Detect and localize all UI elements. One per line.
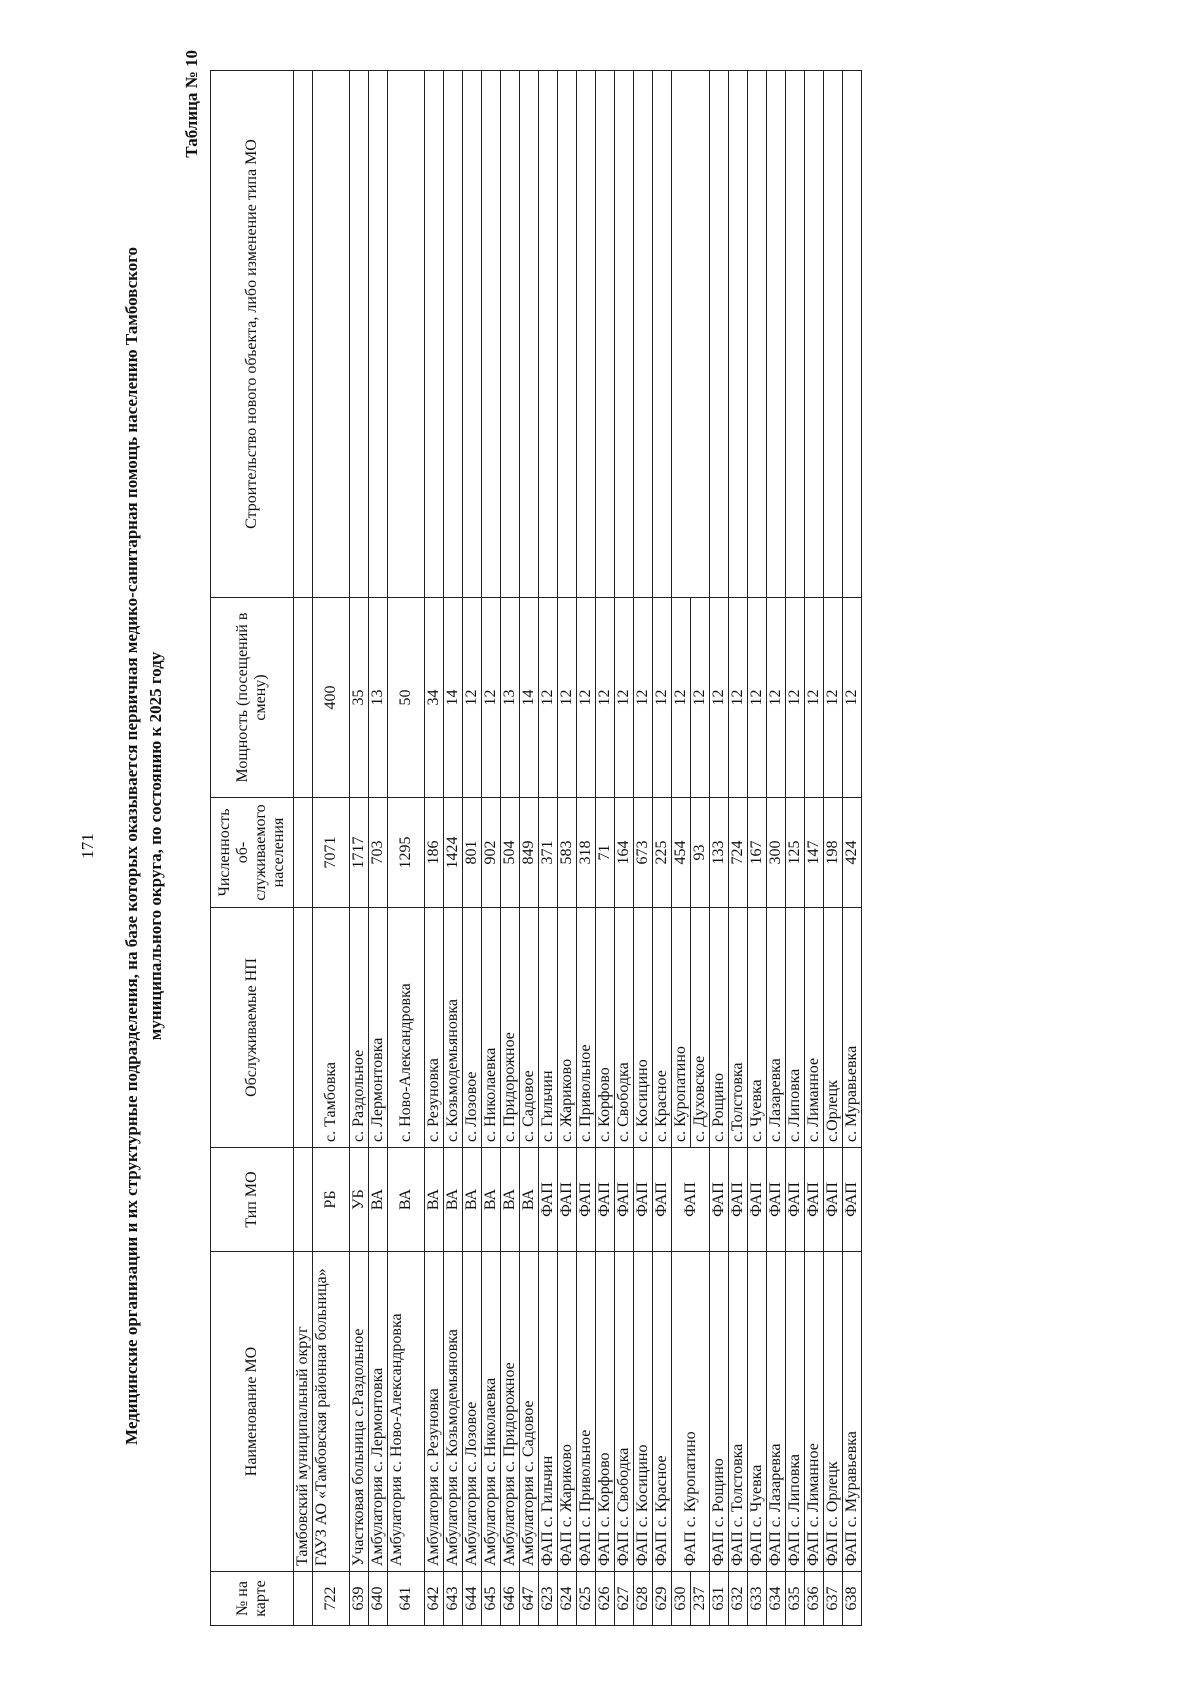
capacity-cell: 12: [748, 598, 767, 798]
construction-cell: [482, 71, 501, 598]
table-cell: [294, 798, 313, 908]
population-cell: 125: [786, 798, 805, 908]
map-number-cell: 642: [425, 1572, 444, 1626]
population-cell: 7071: [313, 798, 350, 908]
capacity-cell: 13: [369, 598, 388, 798]
settlement-cell: с. Привольное: [577, 908, 596, 1148]
table-cell: [294, 598, 313, 798]
population-cell: 300: [767, 798, 786, 908]
construction-cell: [388, 71, 425, 598]
map-number-cell: 623: [539, 1572, 558, 1626]
settlement-cell: с.Толстовка: [729, 908, 748, 1148]
construction-cell: [558, 71, 577, 598]
table-row: [388, 71, 425, 1626]
population-cell: 318: [577, 798, 596, 908]
construction-cell: [710, 71, 729, 598]
capacity-cell: 12: [786, 598, 805, 798]
mo-type-cell: ВА: [444, 1148, 463, 1252]
settlement-cell: с. Лозовое: [463, 908, 482, 1148]
mo-type-cell: РБ: [313, 1148, 350, 1252]
population-cell: 849: [520, 798, 539, 908]
table-cell: [294, 71, 313, 598]
construction-cell: [444, 71, 463, 598]
settlement-cell: с. Лиманное: [805, 908, 824, 1148]
header-capacity: Мощность (посещений в смену): [211, 598, 294, 798]
mo-type-cell: ВА: [463, 1148, 482, 1252]
mo-name-cell: Амбулатория с. Придорожное: [501, 1252, 520, 1572]
population-cell: 225: [653, 798, 672, 908]
mo-name-cell: ФАП с. Рощино: [710, 1252, 729, 1572]
population-cell: 724: [729, 798, 748, 908]
mo-type-cell: ФАП: [672, 1148, 710, 1252]
capacity-cell: 14: [444, 598, 463, 798]
table-row: [672, 71, 691, 1626]
construction-cell: [748, 71, 767, 598]
population-cell: 1295: [388, 798, 425, 908]
settlement-cell: с.Орлецк: [824, 908, 843, 1148]
mo-name-cell: Амбулатория с. Лозовое: [463, 1252, 482, 1572]
population-cell: 801: [463, 798, 482, 908]
map-number-cell: 639: [350, 1572, 369, 1626]
mo-type-cell: ФАП: [805, 1148, 824, 1252]
capacity-cell: 12: [729, 598, 748, 798]
settlement-cell: с. Муравьевка: [843, 908, 862, 1148]
mo-name-cell: ФАП с. Орлецк: [824, 1252, 843, 1572]
table-row: [710, 71, 729, 1626]
table-row: [520, 71, 539, 1626]
table-row: [425, 71, 444, 1626]
construction-cell: [539, 71, 558, 598]
table-row: [313, 71, 350, 1626]
map-number-cell: 636: [805, 1572, 824, 1626]
mo-name-cell: ФАП с. Лазаревка: [767, 1252, 786, 1572]
settlement-cell: с. Придорожное: [501, 908, 520, 1148]
settlement-cell: с. Садовое: [520, 908, 539, 1148]
title-line-1: Медицинские организации и их структурные подразделения, на базе которых оказывается первичная медико-санитарная помощь населению Тамбовского: [122, 247, 141, 1445]
mo-type-cell: ВА: [388, 1148, 425, 1252]
mo-type-cell: ФАП: [596, 1148, 615, 1252]
table-row: [824, 71, 843, 1626]
mo-type-cell: ФАП: [710, 1148, 729, 1252]
map-number-cell: 638: [843, 1572, 862, 1626]
population-cell: 198: [824, 798, 843, 908]
page-number: 171: [78, 833, 97, 859]
capacity-cell: 12: [691, 598, 710, 798]
capacity-cell: 12: [615, 598, 634, 798]
settlement-cell: с. Раздольное: [350, 908, 369, 1148]
header-served-settlements: Обслуживаемые НП: [211, 908, 294, 1148]
construction-cell: [501, 71, 520, 598]
table-row: [805, 71, 824, 1626]
construction-cell: [729, 71, 748, 598]
mo-name-cell: ФАП с. Куропатино: [672, 1252, 710, 1572]
construction-cell: [350, 71, 369, 598]
mo-type-cell: ФАП: [729, 1148, 748, 1252]
construction-cell: [767, 71, 786, 598]
mo-name-cell: ФАП с. Привольное: [577, 1252, 596, 1572]
construction-cell: [313, 71, 350, 598]
construction-cell: [672, 71, 710, 598]
population-cell: 1717: [350, 798, 369, 908]
map-number-cell: 626: [596, 1572, 615, 1626]
capacity-cell: 12: [596, 598, 615, 798]
header-map-number: № на карте: [211, 1572, 294, 1626]
map-number-cell: 644: [463, 1572, 482, 1626]
mo-name-cell: Амбулатория с. Резуновка: [425, 1252, 444, 1572]
table-row: [596, 71, 615, 1626]
mo-name-cell: Амбулатория с. Лермонтовка: [369, 1252, 388, 1572]
settlement-cell: с. Чуевка: [748, 908, 767, 1148]
map-number-cell: 637: [824, 1572, 843, 1626]
mo-type-cell: ФАП: [843, 1148, 862, 1252]
map-number-cell: 625: [577, 1572, 596, 1626]
population-cell: 164: [615, 798, 634, 908]
population-cell: 703: [369, 798, 388, 908]
settlement-cell: с. Лермонтовка: [369, 908, 388, 1148]
table-row: [501, 71, 520, 1626]
map-number-cell: 627: [615, 1572, 634, 1626]
construction-cell: [786, 71, 805, 598]
population-cell: 583: [558, 798, 577, 908]
header-population: Численность об-служиваемого населения: [211, 798, 294, 908]
map-number-cell: 641: [388, 1572, 425, 1626]
mo-name-cell: Амбулатория с. Ново-Александровка: [388, 1252, 425, 1572]
map-number-cell: 634: [767, 1572, 786, 1626]
table-cell: [294, 908, 313, 1148]
header-mo-name: Наименование МО: [211, 1252, 294, 1572]
capacity-cell: 14: [520, 598, 539, 798]
population-cell: 424: [843, 798, 862, 908]
settlement-cell: с. Липовка: [786, 908, 805, 1148]
capacity-cell: 12: [653, 598, 672, 798]
mo-name-cell: ФАП с. Липовка: [786, 1252, 805, 1572]
table-container: [210, 70, 862, 1626]
mo-name-cell: ФАП с. Корфово: [596, 1252, 615, 1572]
settlement-cell: с. Корфово: [596, 908, 615, 1148]
facilities-table: [210, 70, 862, 1626]
mo-type-cell: ФАП: [748, 1148, 767, 1252]
table-row: [786, 71, 805, 1626]
construction-cell: [596, 71, 615, 598]
population-cell: 93: [691, 798, 710, 908]
mo-name-cell: ФАП с. Свободка: [615, 1252, 634, 1572]
map-number-cell: 640: [369, 1572, 388, 1626]
map-number-cell: 645: [482, 1572, 501, 1626]
construction-cell: [653, 71, 672, 598]
mo-name-cell: Амбулатория с. Николаевка: [482, 1252, 501, 1572]
settlement-cell: с. Куропатино: [672, 908, 691, 1148]
mo-type-cell: ФАП: [634, 1148, 653, 1252]
table-row: [653, 71, 672, 1626]
map-number-cell: 631: [710, 1572, 729, 1626]
capacity-cell: 12: [482, 598, 501, 798]
group-label: Тамбовский муниципальный округ: [294, 1252, 313, 1572]
capacity-cell: 12: [672, 598, 691, 798]
capacity-cell: 50: [388, 598, 425, 798]
table-cell: [294, 1148, 313, 1252]
mo-name-cell: Амбулатория с. Козьмодемьяновка: [444, 1252, 463, 1572]
mo-name-cell: ГАУЗ АО «Тамбовская районная больница»: [313, 1252, 350, 1572]
mo-type-cell: ФАП: [577, 1148, 596, 1252]
table-row: [463, 71, 482, 1626]
mo-name-cell: ФАП с. Жариково: [558, 1252, 577, 1572]
settlement-cell: с. Резуновка: [425, 908, 444, 1148]
table-row: [482, 71, 501, 1626]
construction-cell: [824, 71, 843, 598]
settlement-cell: с. Гильчин: [539, 908, 558, 1148]
settlement-cell: с. Жариково: [558, 908, 577, 1148]
map-number-cell: 635: [786, 1572, 805, 1626]
map-number-cell: 624: [558, 1572, 577, 1626]
construction-cell: [369, 71, 388, 598]
table-row: [539, 71, 558, 1626]
mo-type-cell: ФАП: [767, 1148, 786, 1252]
settlement-cell: с. Свободка: [615, 908, 634, 1148]
mo-type-cell: ВА: [520, 1148, 539, 1252]
settlement-cell: с. Рощино: [710, 908, 729, 1148]
header-construction: Строительство нового объекта, либо изменение типа МО: [211, 71, 294, 598]
table-row: [558, 71, 577, 1626]
table-row: [615, 71, 634, 1626]
mo-name-cell: ФАП с. Красное: [653, 1252, 672, 1572]
table-row: [577, 71, 596, 1626]
capacity-cell: 12: [805, 598, 824, 798]
mo-type-cell: ФАП: [824, 1148, 843, 1252]
mo-name-cell: ФАП с. Толстовка: [729, 1252, 748, 1572]
mo-type-cell: ФАП: [615, 1148, 634, 1252]
population-cell: 167: [748, 798, 767, 908]
settlement-cell: с. Косицино: [634, 908, 653, 1148]
map-number-cell: 632: [729, 1572, 748, 1626]
construction-cell: [463, 71, 482, 598]
map-number-cell: 646: [501, 1572, 520, 1626]
mo-name-cell: Амбулатория с. Садовое: [520, 1252, 539, 1572]
table-cell: [294, 1572, 313, 1626]
map-number-cell: 722: [313, 1572, 350, 1626]
settlement-cell: с. Николаевка: [482, 908, 501, 1148]
mo-type-cell: ВА: [482, 1148, 501, 1252]
mo-type-cell: ФАП: [539, 1148, 558, 1252]
capacity-cell: 12: [767, 598, 786, 798]
capacity-cell: 34: [425, 598, 444, 798]
population-cell: 1424: [444, 798, 463, 908]
capacity-cell: 12: [539, 598, 558, 798]
settlement-cell: с. Духовское: [691, 908, 710, 1148]
mo-type-cell: ФАП: [653, 1148, 672, 1252]
population-cell: 71: [596, 798, 615, 908]
title-line-2: муниципального округа, по состоянию к 2025 году: [146, 651, 165, 1041]
mo-type-cell: ВА: [369, 1148, 388, 1252]
population-cell: 133: [710, 798, 729, 908]
construction-cell: [615, 71, 634, 598]
table-body: [294, 71, 862, 1626]
header-mo-type: Тип МО: [211, 1148, 294, 1252]
table-row: [634, 71, 653, 1626]
construction-cell: [425, 71, 444, 598]
mo-name-cell: ФАП с. Муравьевка: [843, 1252, 862, 1572]
capacity-cell: 12: [577, 598, 596, 798]
population-cell: 504: [501, 798, 520, 908]
construction-cell: [634, 71, 653, 598]
table-row: [767, 71, 786, 1626]
capacity-cell: 12: [824, 598, 843, 798]
map-number-cell: 633: [748, 1572, 767, 1626]
mo-type-cell: ВА: [425, 1148, 444, 1252]
document-title: [120, 66, 168, 1626]
population-cell: 902: [482, 798, 501, 908]
mo-name-cell: ФАП с. Чуевка: [748, 1252, 767, 1572]
population-cell: 673: [634, 798, 653, 908]
group-row: [294, 71, 313, 1626]
table-row: [729, 71, 748, 1626]
mo-type-cell: ФАП: [558, 1148, 577, 1252]
construction-cell: [843, 71, 862, 598]
map-number-cell: 630: [672, 1572, 691, 1626]
capacity-cell: 12: [558, 598, 577, 798]
map-number-cell: 647: [520, 1572, 539, 1626]
mo-type-cell: УБ: [350, 1148, 369, 1252]
map-number-cell: 629: [653, 1572, 672, 1626]
mo-name-cell: ФАП с. Лиманное: [805, 1252, 824, 1572]
construction-cell: [520, 71, 539, 598]
settlement-cell: с. Лазаревка: [767, 908, 786, 1148]
settlement-cell: с. Красное: [653, 908, 672, 1148]
mo-name-cell: Участковая больница с.Раздольное: [350, 1252, 369, 1572]
table-label: Таблица № 10: [182, 50, 201, 158]
map-number-cell: 628: [634, 1572, 653, 1626]
table-row: [369, 71, 388, 1626]
capacity-cell: 35: [350, 598, 369, 798]
population-cell: 371: [539, 798, 558, 908]
settlement-cell: с. Козьмодемьяновка: [444, 908, 463, 1148]
capacity-cell: 12: [843, 598, 862, 798]
settlement-cell: с. Тамбовка: [313, 908, 350, 1148]
capacity-cell: 13: [501, 598, 520, 798]
population-cell: 147: [805, 798, 824, 908]
table-header-row: [211, 71, 294, 1626]
map-number-cell: 237: [691, 1572, 710, 1626]
table-row: [843, 71, 862, 1626]
map-number-cell: 643: [444, 1572, 463, 1626]
population-cell: 186: [425, 798, 444, 908]
construction-cell: [805, 71, 824, 598]
mo-type-cell: ВА: [501, 1148, 520, 1252]
table-row: [444, 71, 463, 1626]
capacity-cell: 12: [710, 598, 729, 798]
settlement-cell: с. Ново-Александровка: [388, 908, 425, 1148]
population-cell: 454: [672, 798, 691, 908]
table-row: [748, 71, 767, 1626]
table-row: [350, 71, 369, 1626]
mo-name-cell: ФАП с. Гильчин: [539, 1252, 558, 1572]
capacity-cell: 12: [463, 598, 482, 798]
mo-type-cell: ФАП: [786, 1148, 805, 1252]
capacity-cell: 12: [634, 598, 653, 798]
capacity-cell: 400: [313, 598, 350, 798]
construction-cell: [577, 71, 596, 598]
mo-name-cell: ФАП с. Косицино: [634, 1252, 653, 1572]
